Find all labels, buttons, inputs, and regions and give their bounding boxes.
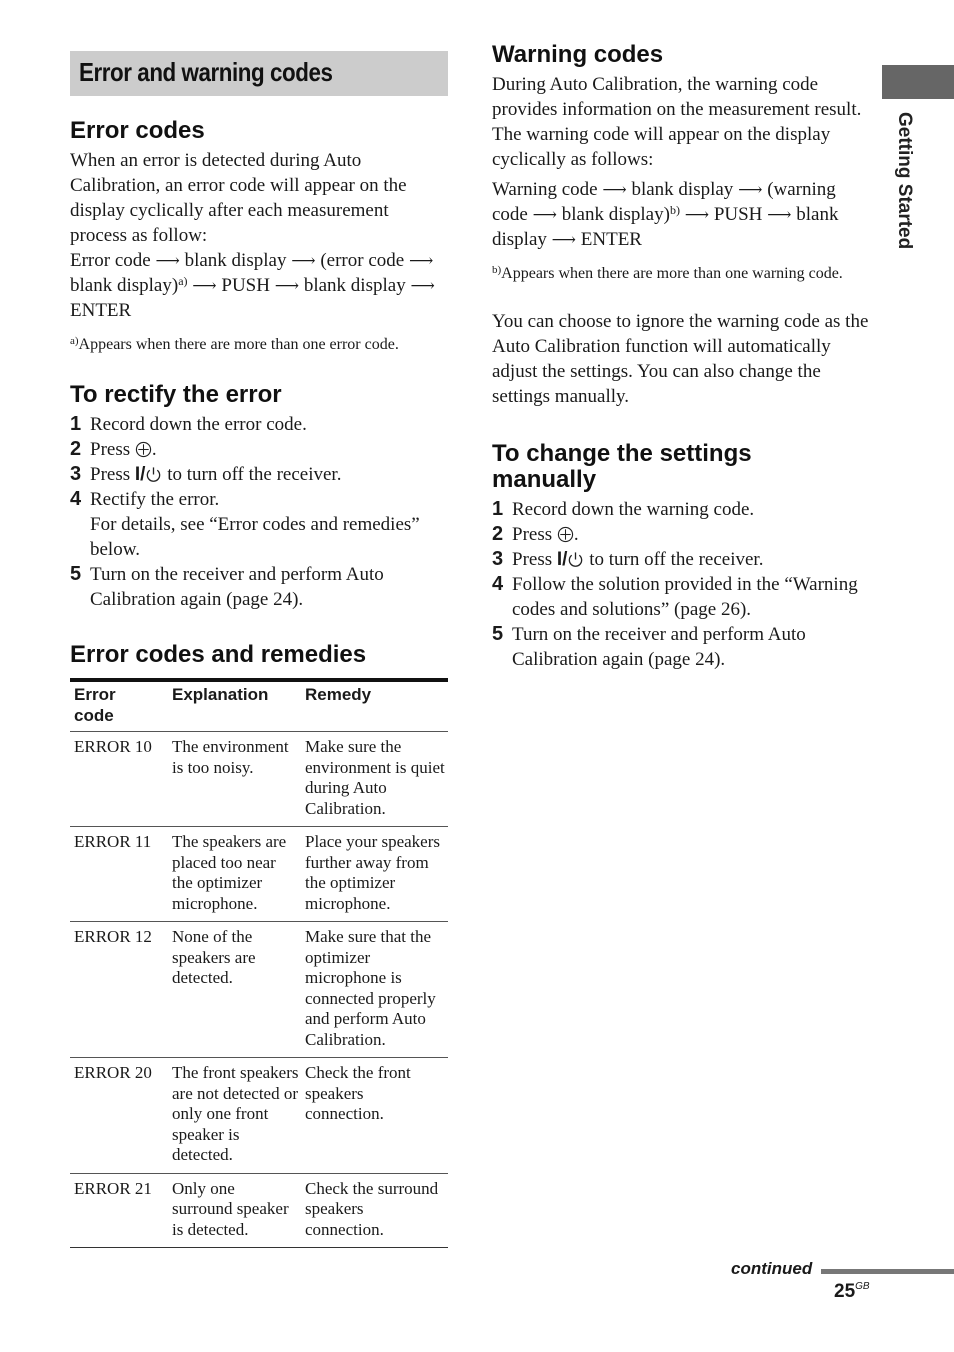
arrow-icon: ⟶ bbox=[192, 276, 217, 295]
page-title: Error and warning codes bbox=[79, 57, 333, 87]
seq-step: PUSH bbox=[713, 204, 763, 225]
seq-step: blank display bbox=[631, 179, 734, 200]
remedy-cell: Place your speakers further away from the optimizer microphone. bbox=[301, 827, 448, 922]
seq-step: blank display bbox=[184, 250, 287, 271]
remedies-section bbox=[70, 642, 450, 1248]
enter-button-icon bbox=[135, 441, 152, 458]
seq-step: blank display) bbox=[561, 204, 670, 225]
seq-step: Error code bbox=[70, 250, 151, 271]
step-item: 5 Turn on the receiver and perform Auto Calibration again (page 24). bbox=[70, 563, 384, 610]
change-settings-section bbox=[492, 441, 872, 672]
explanation-cell: The environment is too noisy. bbox=[168, 732, 301, 827]
error-codes-heading: Error codes bbox=[70, 117, 205, 144]
rectify-steps bbox=[70, 412, 450, 612]
step-item: 2 Press . bbox=[70, 438, 157, 460]
warning-footnote: $^{b)}$Appears when there are more than one warning code. bbox=[492, 264, 843, 282]
table-row bbox=[70, 1058, 448, 1174]
seq-step: blank display) bbox=[70, 275, 179, 296]
error-code-cell: ERROR 20 bbox=[70, 1058, 168, 1174]
error-code-cell: ERROR 10 bbox=[70, 732, 168, 827]
enter-button-icon bbox=[557, 526, 574, 543]
error-code-cell: ERROR 11 bbox=[70, 827, 168, 922]
step-item: 2 Press . bbox=[492, 523, 579, 545]
column-header: Error code bbox=[70, 680, 168, 732]
error-footnote: $^{a)}$Appears when there are more than one error code. bbox=[70, 335, 399, 353]
seq-step: blank display bbox=[303, 275, 406, 296]
table-row bbox=[70, 732, 448, 827]
remedy-cell: Check the surround speakers connection. bbox=[301, 1173, 448, 1248]
step-item: 4 Follow the solution provided in the “Warning codes and solutions” (page 26). bbox=[492, 573, 858, 620]
column-header: Explanation bbox=[168, 680, 301, 732]
power-icon bbox=[145, 466, 162, 483]
continued-bar bbox=[821, 1269, 954, 1274]
warning-codes-heading: Warning codes bbox=[492, 41, 664, 68]
right-column bbox=[492, 42, 872, 672]
error-codes-table bbox=[70, 678, 448, 1248]
remedy-cell: Check the front speakers connection. bbox=[301, 1058, 448, 1174]
table-row bbox=[70, 922, 448, 1058]
arrow-icon: ⟶ bbox=[738, 180, 763, 199]
left-column bbox=[70, 118, 450, 1248]
rectify-section bbox=[70, 382, 450, 612]
explanation-cell: Only one surround speaker is detected. bbox=[168, 1173, 301, 1248]
step-item: 5 Turn on the receiver and perform Auto Calibration again (page 24). bbox=[492, 623, 806, 670]
section-tab bbox=[882, 65, 954, 99]
arrow-icon: ⟶ bbox=[408, 251, 434, 270]
arrow-icon: ⟶ bbox=[155, 251, 180, 270]
page-number: $25^{GB}$ bbox=[834, 1281, 870, 1302]
remedies-heading: Error codes and remedies bbox=[70, 641, 367, 668]
table-header-row bbox=[70, 680, 448, 732]
arrow-icon: ⟶ bbox=[532, 205, 557, 224]
explanation-cell: The front speakers are not detected or only one front speaker is detected. bbox=[168, 1058, 301, 1174]
page-title-banner bbox=[70, 51, 448, 96]
seq-step: (warning code bbox=[492, 179, 836, 225]
section-label: Getting Started bbox=[894, 112, 915, 250]
power-icon bbox=[567, 551, 584, 568]
arrow-icon: ⟶ bbox=[767, 205, 792, 224]
arrow-icon: ⟶ bbox=[551, 230, 577, 249]
error-code-cell: ERROR 21 bbox=[70, 1173, 168, 1248]
seq-step: blank display bbox=[492, 204, 839, 250]
warning-codes-intro: During Auto Calibration, the warning code provides information on the measurement result. The warning code will appear on the display cyclically as follows: bbox=[492, 74, 862, 170]
step-item: 1 Record down the error code. bbox=[70, 413, 307, 435]
error-sequence bbox=[70, 248, 450, 323]
change-settings-steps bbox=[492, 497, 872, 672]
explanation-cell: The speakers are placed too near the optimizer microphone. bbox=[168, 827, 301, 922]
seq-step: Warning code bbox=[492, 179, 598, 200]
arrow-icon: ⟶ bbox=[684, 205, 710, 224]
seq-step: (error code bbox=[320, 250, 405, 271]
step-item: 3 Press I/ to turn off the receiver. bbox=[70, 463, 342, 485]
seq-step: PUSH bbox=[221, 275, 270, 296]
table-row bbox=[70, 1173, 448, 1248]
warning-note: You can choose to ignore the warning code as the Auto Calibration function will automatically adjust the settings. You can also change the settings manually. bbox=[492, 311, 869, 407]
remedy-cell: Make sure the environment is quiet during Auto Calibration. bbox=[301, 732, 448, 827]
warning-sequence bbox=[492, 177, 872, 252]
error-codes-intro: When an error is detected during Auto Calibration, an error code will appear on the display cyclically after each measurement process as follow: bbox=[70, 150, 407, 246]
remedy-cell: Make sure that the optimizer microphone is connected properly and perform Auto Calibration. bbox=[301, 922, 448, 1058]
change-settings-heading: To change the settings manually bbox=[492, 440, 752, 493]
explanation-cell: None of the speakers are detected. bbox=[168, 922, 301, 1058]
warning-codes-section bbox=[492, 42, 872, 409]
rectify-heading: To rectify the error bbox=[70, 381, 282, 408]
seq-step: ENTER bbox=[70, 300, 132, 321]
arrow-icon: ⟶ bbox=[410, 276, 435, 295]
table-row bbox=[70, 827, 448, 922]
error-code-cell: ERROR 12 bbox=[70, 922, 168, 1058]
continued-label: continued bbox=[731, 1259, 813, 1278]
arrow-icon: ⟶ bbox=[274, 276, 300, 295]
seq-step: ENTER bbox=[580, 229, 642, 250]
arrow-icon: ⟶ bbox=[291, 251, 316, 270]
step-item: 4 Rectify the error. For details, see “Error codes and remedies” below. bbox=[70, 488, 420, 560]
step-item: 1 Record down the warning code. bbox=[492, 498, 755, 520]
arrow-icon: ⟶ bbox=[602, 180, 627, 199]
error-codes-section bbox=[70, 118, 450, 356]
column-header: Remedy bbox=[301, 680, 448, 732]
footnote-ref: a) bbox=[178, 274, 188, 288]
footnote-ref: b) bbox=[669, 203, 680, 217]
step-item: 3 Press I/ to turn off the receiver. bbox=[492, 548, 764, 570]
